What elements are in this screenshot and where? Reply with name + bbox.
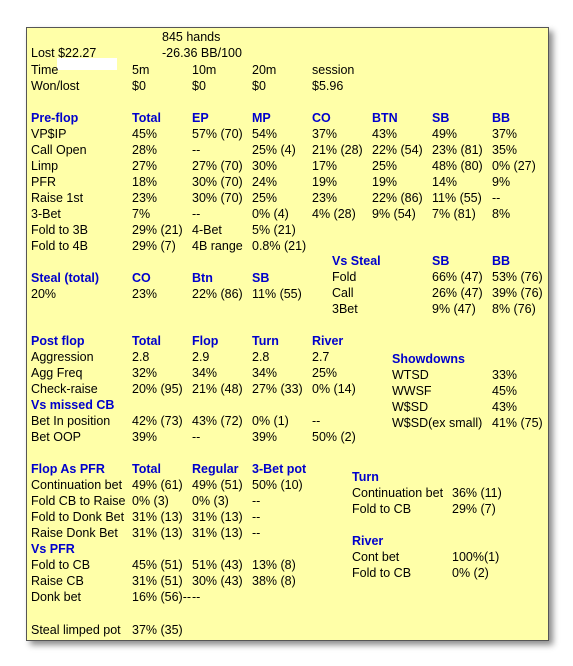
wonlost-20m: $0: [252, 79, 266, 93]
flop-pfr-header-1: Total: [132, 462, 161, 476]
vs-steal-sb-value: 26% (47): [432, 286, 483, 300]
postflop-cell: 2.7: [312, 350, 330, 364]
fold-to-3b-total: 29% (21): [132, 223, 183, 237]
vs-pfr-cell: 31% (51): [132, 574, 183, 588]
flop-pfr-header-2: Regular: [192, 462, 239, 476]
missed-cb-row-label: Bet In position: [31, 414, 111, 428]
missed-cb-cell: 39%: [252, 430, 278, 444]
preflop-header-4: CO: [312, 111, 331, 125]
preflop-cell: 57% (70): [192, 127, 243, 141]
missed-cb-cell: 50% (2): [312, 430, 356, 444]
preflop-cell: 23%: [312, 191, 338, 205]
flop-pfr-cell: 0% (3): [132, 494, 169, 508]
flop-pfr-cell: --: [252, 526, 261, 540]
fold-to-4b-label: Fold to 4B: [31, 239, 88, 253]
missed-cb-cell: 39%: [132, 430, 158, 444]
preflop-cell: 17%: [312, 159, 338, 173]
postflop-cell: 34%: [192, 366, 218, 380]
preflop-cell: 22% (54): [372, 143, 423, 157]
steal-total-title: Steal (total): [31, 271, 100, 285]
vs-pfr-row-label: Raise CB: [31, 574, 84, 588]
preflop-cell: 25%: [372, 159, 398, 173]
preflop-cell: 25% (4): [252, 143, 296, 157]
vs-steal-row-label: 3Bet: [332, 302, 358, 316]
missed-cb-cell: 42% (73): [132, 414, 183, 428]
hands-count: 845 hands: [162, 30, 221, 44]
turn-title: Turn: [352, 470, 379, 484]
four-bet-label: 4-Bet: [192, 223, 222, 237]
preflop-header-6: SB: [432, 111, 450, 125]
postflop-cell: 2.8: [132, 350, 150, 364]
preflop-header-0: Pre-flop: [31, 111, 79, 125]
vs-steal-title: Vs Steal: [332, 254, 381, 268]
preflop-cell: 30% (70): [192, 175, 243, 189]
river-row-label: Fold to CB: [352, 566, 412, 580]
showdown-row-value: 43%: [492, 400, 518, 414]
postflop-cell: 2.8: [252, 350, 270, 364]
postflop-cell: 32%: [132, 366, 158, 380]
flop-pfr-row-label: Fold CB to Raise: [31, 494, 126, 508]
bb-per-100: -26.36 BB/100: [162, 46, 242, 60]
postflop-header-2: Flop: [192, 334, 219, 348]
steal-limped-value: 37% (35): [132, 623, 183, 637]
postflop-cell: 21% (48): [192, 382, 243, 396]
four-bet-range-label: 4B range: [192, 239, 243, 253]
steal-btn-header: Btn: [192, 271, 213, 285]
preflop-header-3: MP: [252, 111, 271, 125]
showdowns-title: Showdowns: [392, 352, 465, 366]
preflop-header-1: Total: [132, 111, 161, 125]
postflop-row-label: Agg Freq: [31, 366, 83, 380]
missed-cb-cell: --: [192, 430, 201, 444]
postflop-cell: 2.9: [192, 350, 210, 364]
missed-cb-cell: 0% (1): [252, 414, 289, 428]
preflop-cell: 30%: [252, 159, 278, 173]
river-row-value: 100%(1): [452, 550, 500, 564]
vs-pfr-cell: 38% (8): [252, 574, 296, 588]
vs-steal-bb-value: 8% (76): [492, 302, 536, 316]
wonlost-10m: $0: [192, 79, 206, 93]
showdown-row-label: W$SD(ex small): [392, 416, 483, 430]
preflop-cell: --: [492, 191, 501, 205]
preflop-row-label: Call Open: [31, 143, 87, 157]
postflop-row-label: Aggression: [31, 350, 94, 364]
preflop-cell: --: [192, 207, 201, 221]
showdown-row-value: 33%: [492, 368, 518, 382]
preflop-cell: 49%: [432, 127, 458, 141]
postflop-header-1: Total: [132, 334, 161, 348]
postflop-cell: 34%: [252, 366, 278, 380]
preflop-cell: 28%: [132, 143, 158, 157]
flop-pfr-row-label: Raise Donk Bet: [31, 526, 118, 540]
vs-steal-bb-value: 53% (76): [492, 270, 543, 284]
preflop-cell: 23%: [132, 191, 158, 205]
preflop-cell: 27%: [132, 159, 158, 173]
flop-pfr-cell: --: [252, 494, 261, 508]
vs-steal-bb-value: 39% (76): [492, 286, 543, 300]
vs-pfr-row-label: Donk bet: [31, 590, 82, 604]
preflop-cell: 24%: [252, 175, 278, 189]
preflop-cell: 37%: [312, 127, 338, 141]
flop-pfr-cell: --: [252, 510, 261, 524]
vs-pfr-cell: 51% (43): [192, 558, 243, 572]
preflop-cell: 7%: [132, 207, 151, 221]
showdown-row-value: 41% (75): [492, 416, 543, 430]
missed-cb-cell: --: [312, 414, 321, 428]
time-20m: 20m: [252, 63, 277, 77]
vs-pfr-cell: 13% (8): [252, 558, 296, 572]
vs-missed-cb-title: Vs missed CB: [31, 398, 115, 412]
preflop-cell: 14%: [432, 175, 458, 189]
vs-steal-row-label: Fold: [332, 270, 357, 284]
fold-to-3b-label: Fold to 3B: [31, 223, 88, 237]
time-session: session: [312, 63, 355, 77]
vs-pfr-cell: --: [192, 590, 201, 604]
stats-panel: [26, 27, 549, 641]
vs-steal-sb-value: 9% (47): [432, 302, 476, 316]
vs-pfr-cell: 45% (51): [132, 558, 183, 572]
preflop-header-7: BB: [492, 111, 511, 125]
preflop-row-label: Limp: [31, 159, 59, 173]
preflop-cell: 23% (81): [432, 143, 483, 157]
postflop-cell: 0% (14): [312, 382, 356, 396]
vs-steal-bb-header: BB: [492, 254, 511, 268]
flop-pfr-cell: 49% (51): [192, 478, 243, 492]
missed-cb-cell: 43% (72): [192, 414, 243, 428]
showdown-row-label: W$SD: [392, 400, 429, 414]
river-row-value: 0% (2): [452, 566, 489, 580]
steal-sb-header: SB: [252, 271, 270, 285]
wonlost-session: $5.96: [312, 79, 344, 93]
vs-pfr-title: Vs PFR: [31, 542, 75, 556]
flop-pfr-header-0: Flop As PFR: [31, 462, 105, 476]
preflop-cell: 21% (28): [312, 143, 363, 157]
missed-cb-row-label: Bet OOP: [31, 430, 82, 444]
time-label: Time: [31, 63, 59, 77]
turn-row-value: 29% (7): [452, 502, 496, 516]
preflop-cell: 22% (86): [372, 191, 423, 205]
river-row-label: Cont bet: [352, 550, 400, 564]
preflop-cell: 19%: [372, 175, 398, 189]
steal-total-value: 20%: [31, 287, 57, 301]
four-bet-value: 5% (21): [252, 223, 296, 237]
preflop-cell: 43%: [372, 127, 398, 141]
preflop-cell: 35%: [492, 143, 518, 157]
steal-co-header: CO: [132, 271, 151, 285]
fold-to-4b-total: 29% (7): [132, 239, 176, 253]
postflop-header-4: River: [312, 334, 344, 348]
flop-pfr-cell: 50% (10): [252, 478, 303, 492]
preflop-cell: 0% (4): [252, 207, 289, 221]
preflop-cell: 30% (70): [192, 191, 243, 205]
postflop-cell: 20% (95): [132, 382, 183, 396]
preflop-cell: 7% (81): [432, 207, 476, 221]
vs-steal-sb-value: 66% (47): [432, 270, 483, 284]
flop-pfr-header-3: 3-Bet pot: [252, 462, 307, 476]
flop-pfr-cell: 49% (61): [132, 478, 183, 492]
river-title: River: [352, 534, 384, 548]
steal-sb-value: 11% (55): [252, 287, 302, 301]
lost-amount: Lost $22.27: [31, 46, 97, 60]
steal-co-value: 23%: [132, 287, 158, 301]
showdown-row-label: WTSD: [392, 368, 429, 382]
showdown-row-value: 45%: [492, 384, 518, 398]
vs-pfr-cell: 30% (43): [192, 574, 243, 588]
preflop-cell: --: [192, 143, 201, 157]
preflop-row-label: 3-Bet: [31, 207, 61, 221]
preflop-cell: 48% (80): [432, 159, 483, 173]
vs-steal-sb-header: SB: [432, 254, 450, 268]
vs-pfr-cell: 16% (56)--: [132, 590, 192, 604]
preflop-cell: 0% (27): [492, 159, 536, 173]
turn-row-value: 36% (11): [452, 486, 502, 500]
postflop-cell: 27% (33): [252, 382, 303, 396]
preflop-cell: 25%: [252, 191, 278, 205]
preflop-cell: 18%: [132, 175, 158, 189]
flop-pfr-row-label: Fold to Donk Bet: [31, 510, 125, 524]
vs-pfr-row-label: Fold to CB: [31, 558, 91, 572]
preflop-row-label: Raise 1st: [31, 191, 84, 205]
preflop-cell: 54%: [252, 127, 278, 141]
postflop-header-0: Post flop: [31, 334, 85, 348]
vs-steal-row-label: Call: [332, 286, 354, 300]
flop-pfr-cell: 31% (13): [132, 526, 183, 540]
preflop-cell: 9%: [492, 175, 511, 189]
preflop-cell: 4% (28): [312, 207, 356, 221]
showdown-row-label: WWSF: [392, 384, 432, 398]
preflop-cell: 9% (54): [372, 207, 416, 221]
preflop-header-5: BTN: [372, 111, 398, 125]
wonlost-5m: $0: [132, 79, 146, 93]
preflop-cell: 19%: [312, 175, 338, 189]
flop-pfr-cell: 0% (3): [192, 494, 229, 508]
flop-pfr-row-label: Continuation bet: [31, 478, 123, 492]
flop-pfr-cell: 31% (13): [132, 510, 183, 524]
four-bet-range-value: 0.8% (21): [252, 239, 307, 253]
time-5m: 5m: [132, 63, 150, 77]
postflop-row-label: Check-raise: [31, 382, 98, 396]
steal-limped-label: Steal limped pot: [31, 623, 121, 637]
turn-row-label: Fold to CB: [352, 502, 412, 516]
preflop-row-label: VP$IP: [31, 127, 67, 141]
postflop-cell: 25%: [312, 366, 338, 380]
postflop-header-3: Turn: [252, 334, 279, 348]
preflop-row-label: PFR: [31, 175, 56, 189]
preflop-header-2: EP: [192, 111, 209, 125]
steal-btn-value: 22% (86): [192, 287, 243, 301]
turn-row-label: Continuation bet: [352, 486, 444, 500]
preflop-cell: 8%: [492, 207, 511, 221]
preflop-cell: 27% (70): [192, 159, 243, 173]
time-10m: 10m: [192, 63, 217, 77]
preflop-cell: 11% (55): [432, 191, 482, 205]
flop-pfr-cell: 31% (13): [192, 510, 243, 524]
flop-pfr-cell: 31% (13): [192, 526, 243, 540]
preflop-cell: 45%: [132, 127, 158, 141]
wonlost-label: Won/lost: [31, 79, 80, 93]
preflop-cell: 37%: [492, 127, 518, 141]
